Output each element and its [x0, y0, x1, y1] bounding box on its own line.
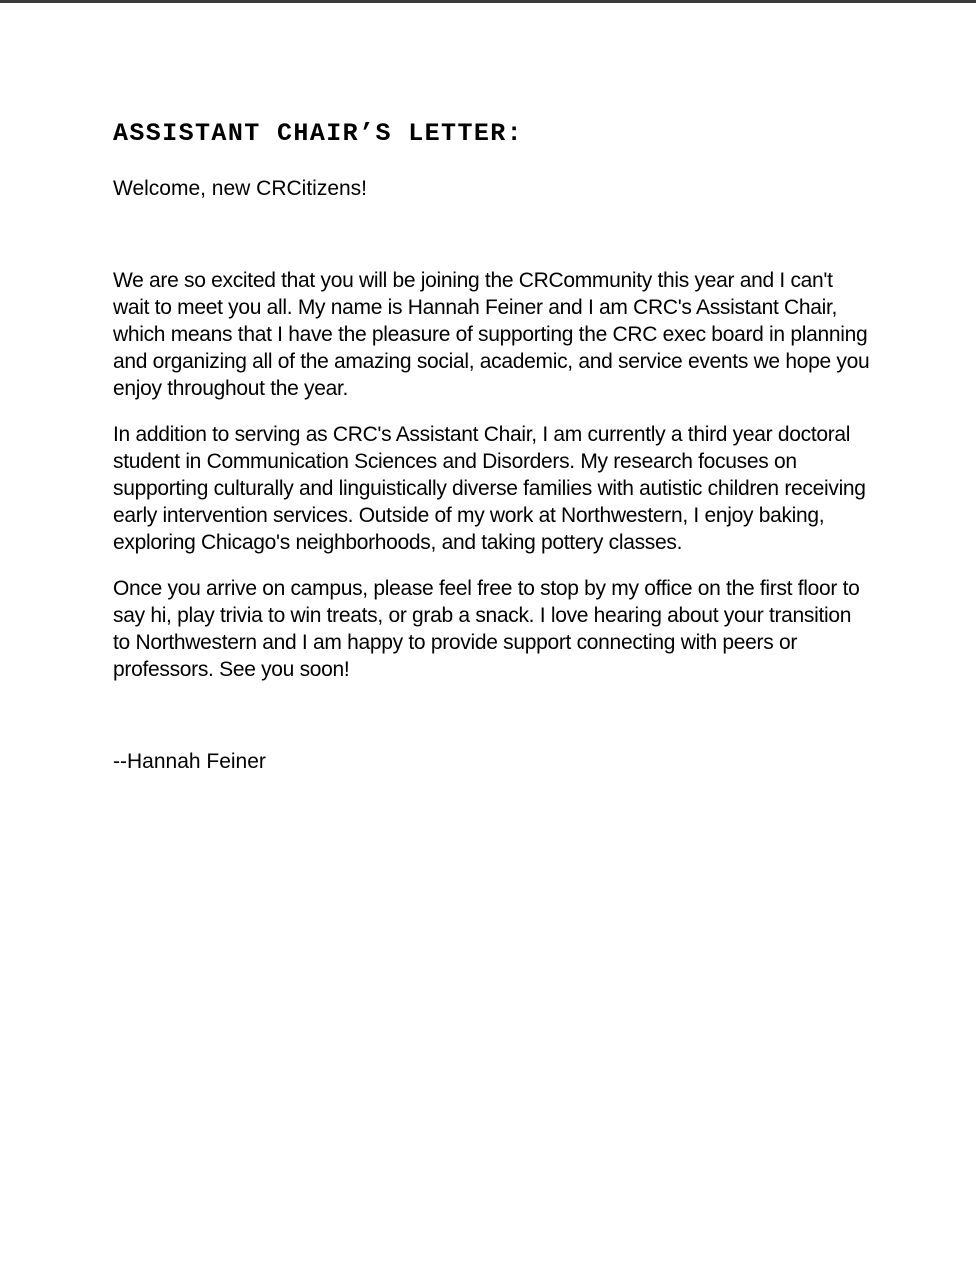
letter-paragraph-3: Once you arrive on campus, please feel free to stop by my office on the first floor to say hi, play trivia to win treats, or grab a snack. I love hearing about your transition to Northwestern and I am happy to provide support connecting with peers or professors. See you soon! — [113, 577, 860, 681]
letter-paragraph-1: We are so excited that you will be joining the CRCommunity this year and I can't wait to meet you all. My name is Hannah Feiner and I am CRC's Assistant Chair, which means that I have the pleasure of supporting the CRC exec board in planning and organizing all of the amazing social, academic, and service events we hope you enjoy throughout the year. — [113, 269, 870, 400]
signature-line: --Hannah Feiner — [113, 750, 266, 773]
top-border — [0, 0, 976, 3]
spacer — [113, 202, 873, 267]
letter-page — [113, 118, 873, 775]
letter-title: ASSISTANT CHAIR’S LETTER: — [113, 119, 524, 148]
letter-paragraph-2: In addition to serving as CRC's Assistant Chair, I am currently a third year doctoral student in Communication Sciences and Disorders. My research focuses on supporting culturally and linguistically diverse families with autistic children receiving early intervention services. Outside of my work at Northwestern, I enjoy baking, exploring Chicago's neighborhoods, and taking pottery classes. — [113, 423, 866, 554]
spacer — [113, 702, 873, 748]
greeting-line: Welcome, new CRCitizens! — [113, 177, 368, 200]
